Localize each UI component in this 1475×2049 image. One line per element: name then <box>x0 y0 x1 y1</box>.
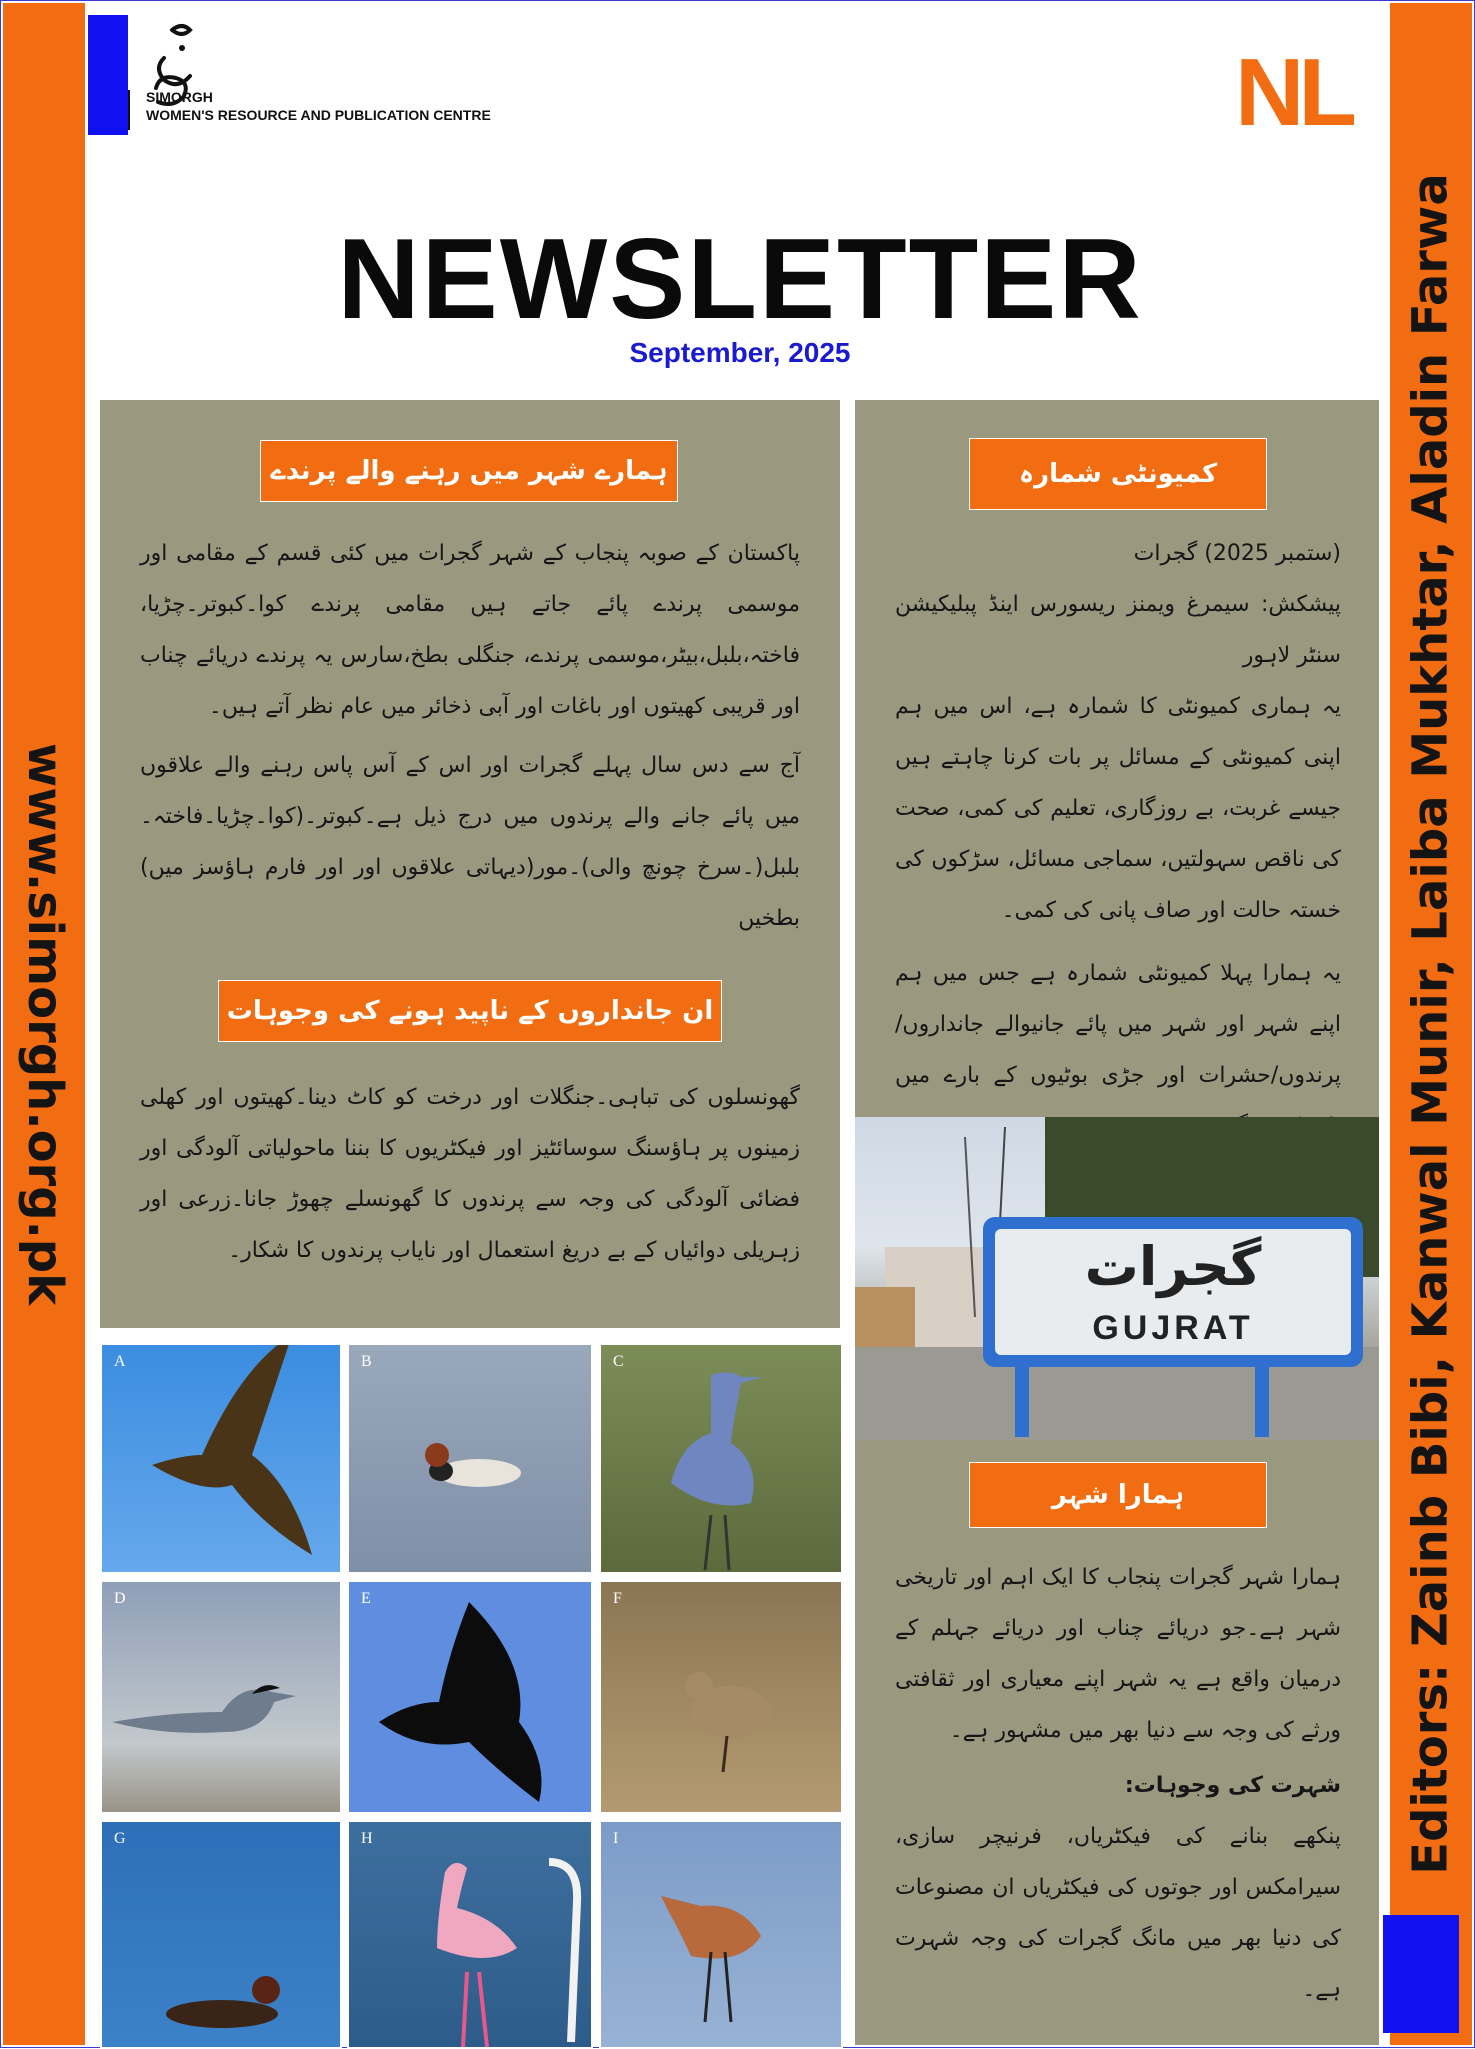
community-date: (ستمبر 2025) گجرات <box>1133 541 1341 566</box>
crane-icon <box>601 1345 841 1572</box>
logo-divider <box>128 90 130 130</box>
issue-date: September, 2025 <box>629 337 851 368</box>
godwit-icon <box>601 1822 841 2047</box>
fame-paragraph: پنکھے بنانے کی فیکٹریاں، فرنیچر سازی، سیرامکس اور جوتوں کی فیکٹریاں ان مصنوعات کی دنیا بھر میں مانگ گجرات کی وجہ شہرت ہے۔ <box>895 1824 1341 2002</box>
bird-photo-c <box>599 1343 843 1574</box>
flamingo-icon <box>349 1822 591 2047</box>
photo-label-f: F <box>613 1590 622 1607</box>
diving-duck-icon <box>102 1822 340 2047</box>
extinction-paragraph: گھونسلوں کی تباہی۔جنگلات اور درخت کو کاٹ دینا۔کھیتوں اور کھلی زمینوں پر ہاؤسنگ سوسائٹیز اور فیکٹریوں کا بننا ماحولیاتی آلودگی اور فضائی آلودگی کی وجہ سے پرندوں کا گھونسلے چھوڑ جانا۔زرعی اور زہریلی دوائیاں کے بے دریغ استعمال اور نایاب پرندوں کا شکار۔ <box>140 1085 800 1263</box>
photo-label-a: A <box>114 1353 126 1370</box>
section-title-community: کمیونٹی شمارہ <box>969 438 1267 510</box>
community-text-block <box>895 528 1341 1152</box>
nl-logo-text: NL <box>1235 45 1351 135</box>
bird-photo-h <box>347 1820 593 2049</box>
birds-paragraph-1: پاکستان کے صوبہ پنجاب کے شہر گجرات میں کئی قسم کے مقامی اور موسمی پرندے پائے جاتے ہیں مقامی پرندے کوا۔کبوتر۔چڑیا، فاختہ،بلبل،بیٹر،موسمی پرندے، جنگلی بطخ،سارس یہ پرندے دریائے چناب اور قریبی کھیتوں اور باغات اور آبی ذخائر میں عام نظر آتے ہیں۔ <box>140 541 800 719</box>
blue-square-top-left <box>88 15 128 135</box>
city-paragraph: ہمارا شہر گجرات پنجاب کا ایک اہم اور تاریخی شہر ہے۔جو دریائے چناب اور دریائے جہلم کے درمیان واقع ہے یہ شہر اپنے معیاری اور ثقافتی ورثے کی وجہ سے دنیا بھر میں مشہور ہے۔ <box>895 1565 1341 1743</box>
extinction-text-block <box>140 1072 800 1276</box>
photo-label-h: H <box>361 1830 373 1847</box>
section-title-extinction: ان جانداروں کے ناپید ہونے کی وجوہات <box>218 980 722 1042</box>
tern-icon <box>102 1582 340 1812</box>
lark-icon <box>601 1582 841 1812</box>
org-name-line1: SIMORGH <box>146 89 213 105</box>
editors-text: Editors: Zainb Bibi, Kanwal Munir, Laiba Mukhtar, Aladin Farwa <box>1403 173 1460 1875</box>
bird-photo-g <box>100 1820 342 2049</box>
section-title-birds: ہمارے شہر میں رہنے والے پرندے <box>260 440 678 502</box>
bird-photo-f <box>599 1580 843 1814</box>
photo-label-b: B <box>361 1353 372 1370</box>
website-text[interactable]: www.simorgh.org.pk <box>17 742 74 1306</box>
section-title-city: ہمارا شہر <box>969 1462 1267 1528</box>
nl-logo <box>1233 45 1383 135</box>
bird-photo-d <box>100 1580 342 1814</box>
sign-urdu-text: گجرات <box>1084 1235 1262 1298</box>
crow-icon <box>349 1582 591 1812</box>
city-panel <box>855 1440 1379 2045</box>
duck-icon <box>349 1345 591 1572</box>
gujrat-sign-photo <box>855 1117 1379 1440</box>
bird-photo-a <box>100 1343 342 1574</box>
community-presented-by: پیشکش: سیمرغ ویمنز ریسورس اینڈ پبلیکیشن سنٹر لاہور <box>895 592 1341 668</box>
photo-label-i: I <box>613 1830 619 1847</box>
photo-label-e: E <box>361 1590 371 1607</box>
page-title: NEWSLETTER <box>337 216 1143 343</box>
editors-vertical <box>1390 0 1472 2048</box>
photo-label-g: G <box>114 1830 126 1847</box>
sign-english-text: GUJRAT <box>1092 1309 1254 1347</box>
community-panel <box>855 400 1379 1117</box>
website-vertical <box>0 0 90 2048</box>
photo-label-d: D <box>114 1590 126 1607</box>
birds-paragraph-2: آج سے دس سال پہلے گجرات اور اس کے آس پاس رہنے والے علاقوں میں پائے جانے والے پرندوں میں درج ذیل ہے۔کبوتر۔(کوا۔چڑیا۔فاختہ۔بلبل(۔سرخ چونچ والی)۔مور(دیہاتی علاقوں اور اور فارم ہاؤسز میں) بطخیں <box>140 753 800 931</box>
eagle-icon <box>102 1345 340 1572</box>
bird-photo-i <box>599 1820 843 2049</box>
org-name-line2: WOMEN'S RESOURCE AND PUBLICATION CENTRE <box>146 107 491 123</box>
community-paragraph-1: یہ ہماری کمیونٹی کا شمارہ ہے، اس میں ہم اپنی کمیونٹی کے مسائل پر بات کرنا چاہتے ہیں جیسے غربت، بے روزگاری، تعلیم کی کمی، صحت کی ناقص سہولتیں، سماجی مسائل، سڑکوں کی خستہ حالت اور صاف پانی کی کمی۔ <box>895 694 1341 923</box>
bird-photo-e <box>347 1580 593 1814</box>
photo-label-c: C <box>613 1353 624 1370</box>
city-text-block <box>895 1552 1341 2015</box>
org-name <box>146 88 491 124</box>
bird-photo-b <box>347 1343 593 1574</box>
fame-heading: شہرت کی وجوہات: <box>1124 1773 1341 1798</box>
birds-text-block <box>140 528 800 944</box>
left-column-panel <box>100 400 840 1328</box>
community-paragraph-2: یہ ہمارا پہلا کمیونٹی شمارہ ہے جس میں ہم اپنے شہر اور شہر میں پائے جانیوالے جانداروں/پرندوں/حشرات اور جڑی بوٹیوں کے بارے میں <box>895 961 1341 1088</box>
